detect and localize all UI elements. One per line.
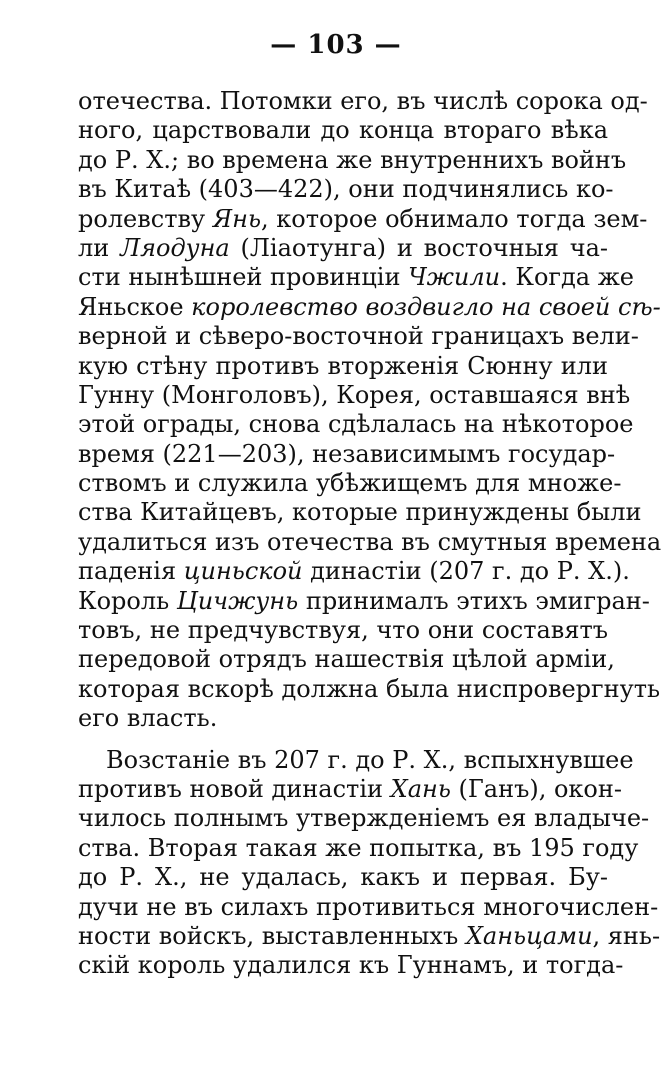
text-run: ства. Вторая такая же попытка, въ 195 году: [78, 833, 639, 862]
italic-name: Чжили: [408, 263, 501, 292]
text-run: сти нынѣшней провинціи: [78, 263, 409, 292]
text-line: [78, 951, 624, 980]
text-line: [78, 892, 659, 922]
text-line: [78, 204, 648, 234]
paragraph: [78, 745, 661, 981]
text-line: [78, 439, 616, 469]
text-run: товъ, не предчувствуя, что они составятъ: [78, 616, 608, 645]
text-line: [78, 586, 650, 616]
text-line: [78, 263, 634, 292]
text-line: [78, 745, 634, 775]
text-line: [78, 616, 608, 645]
text-run: передовой отрядъ нашествія цѣлой арміи,: [78, 645, 615, 674]
text-run: Король: [78, 586, 177, 615]
text-line: [78, 833, 639, 863]
text-run: , янь-: [592, 921, 661, 950]
text-line: [78, 352, 608, 381]
text-line: [78, 116, 608, 145]
text-line: [78, 292, 661, 322]
italic-name: Ляодуна: [120, 233, 230, 262]
text-run: Гунну (Монголовъ), Корея, оставшаяся внѣ: [78, 380, 631, 409]
text-run: въ Китаѣ (403—422), они подчинялись ко-: [78, 175, 614, 204]
text-run: его власть.: [78, 704, 218, 733]
text-run: кую стѣну противъ вторженія Сюнну или: [78, 351, 608, 380]
text-run: отечества. Потомки его, въ числѣ сорока од-: [78, 87, 648, 115]
text-line: [78, 498, 642, 527]
text-run: ли: [78, 233, 121, 262]
text-run: до Р. Х.; во времена же внутреннихъ войнъ: [78, 145, 627, 174]
text-run: Яньское: [78, 292, 184, 321]
text-run: скій король удалился къ Гуннамъ, и тогда-: [78, 951, 624, 980]
text-run: дучи не въ силахъ противиться многочислен-: [78, 892, 659, 921]
italic-name: Хань: [390, 774, 451, 803]
text-run: , которое обнимало тогда зем-: [261, 204, 648, 233]
text-line: [78, 921, 661, 951]
text-run: этой ограды, снова сдѣлалась на нѣкоторое: [78, 410, 634, 439]
page-number: — 103 —: [270, 30, 402, 60]
text-run: ства Китайцевъ, которые принуждены были: [78, 498, 642, 527]
text-line: [78, 804, 650, 833]
italic-name: циньской: [183, 557, 303, 586]
text-line: [78, 557, 630, 586]
italic-name: королевство воздвигло на своей сѣ-: [183, 292, 661, 321]
text-run: (Ганъ), окон-: [450, 774, 622, 803]
paragraph: [78, 87, 662, 734]
text-line: [78, 380, 631, 410]
text-run: чилось полнымъ утвержденіемъ ея владыче-: [78, 804, 650, 833]
text-line: [78, 527, 662, 557]
text-run: паденія: [78, 557, 184, 586]
text-line: [78, 645, 615, 674]
text-run: удалиться изъ отечества въ смутныя времена: [78, 527, 662, 556]
text-run: Возстаніе въ 207 г. до Р. Х., вспыхнувшее: [106, 745, 634, 774]
text-line: [78, 234, 608, 263]
text-run: противъ новой династіи: [78, 774, 391, 803]
text-run: ствомъ и служила убѣжищемъ для множе-: [78, 469, 622, 498]
text-run: ролевству: [78, 204, 213, 233]
text-line: [78, 87, 648, 116]
text-run: ности войскъ, выставленныхъ: [78, 921, 466, 950]
text-line: [78, 175, 614, 204]
text-line: [78, 145, 627, 175]
text-run: время (221—203), независимымъ государ-: [78, 439, 616, 468]
text-body: [78, 87, 662, 981]
text-run: до Р. Х., не удалась, какъ и первая. Бу-: [78, 863, 608, 892]
paragraph-gap: [78, 734, 608, 746]
italic-name: Ханьцами: [465, 921, 593, 950]
text-run: верной и сѣверо-восточной границахъ вели-: [78, 322, 639, 351]
text-line: [78, 704, 608, 733]
text-line: [78, 410, 634, 439]
text-run: принималъ этихъ эмигран-: [298, 586, 650, 615]
text-line: [78, 469, 622, 498]
text-run: династіи (207 г. до Р. Х.).: [302, 557, 630, 586]
text-run: ного, царствовали до конца втораго вѣка: [78, 116, 608, 145]
text-run: . Когда же: [500, 263, 634, 292]
text-line: [78, 674, 661, 704]
italic-name: Цичжунь: [176, 586, 299, 615]
italic-name: Янь: [212, 204, 262, 233]
text-line: [78, 863, 608, 892]
text-line: [78, 322, 639, 351]
text-run: (Ліаотунга) и восточныя ча-: [229, 233, 608, 262]
text-run: которая вскорѣ должна была ниспровергнуть: [78, 674, 661, 703]
text-line: [78, 774, 622, 804]
